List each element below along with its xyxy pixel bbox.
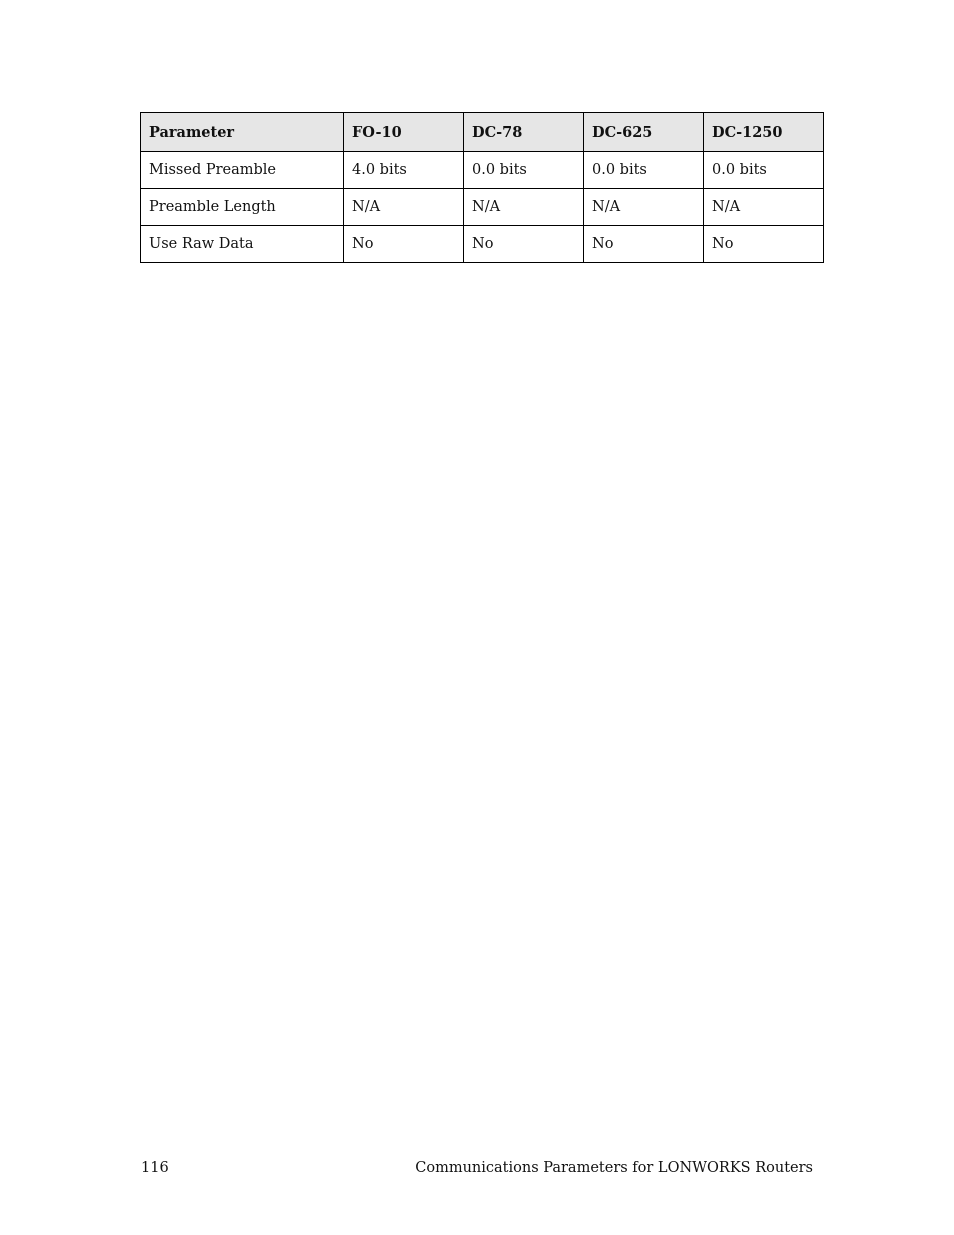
page-number: 116 bbox=[141, 1160, 169, 1176]
header-dc-625: DC-625 bbox=[584, 113, 704, 152]
header-fo-10: FO-10 bbox=[344, 113, 464, 152]
row-label: Use Raw Data bbox=[141, 226, 344, 263]
row-label: Missed Preamble bbox=[141, 152, 344, 189]
header-row bbox=[141, 113, 824, 152]
table-cell: No bbox=[344, 226, 464, 263]
table-cell: N/A bbox=[344, 189, 464, 226]
table-cell: N/A bbox=[584, 189, 704, 226]
table-cell: 4.0 bits bbox=[344, 152, 464, 189]
table-cell: N/A bbox=[704, 189, 824, 226]
table-body bbox=[141, 152, 824, 263]
table-cell: No bbox=[464, 226, 584, 263]
table-cell: N/A bbox=[464, 189, 584, 226]
table-cell: 0.0 bits bbox=[704, 152, 824, 189]
row-label: Preamble Length bbox=[141, 189, 344, 226]
header-parameter: Parameter bbox=[141, 113, 344, 152]
table-header bbox=[141, 113, 824, 152]
table-cell: No bbox=[704, 226, 824, 263]
footer-chapter-title: Communications Parameters for LONWORKS Routers bbox=[415, 1160, 813, 1176]
parameter-table bbox=[140, 112, 824, 263]
table-row bbox=[141, 152, 824, 189]
header-dc-1250: DC-1250 bbox=[704, 113, 824, 152]
table-row bbox=[141, 189, 824, 226]
table-cell: 0.0 bits bbox=[464, 152, 584, 189]
table-row bbox=[141, 226, 824, 263]
table-cell: No bbox=[584, 226, 704, 263]
header-dc-78: DC-78 bbox=[464, 113, 584, 152]
table-cell: 0.0 bits bbox=[584, 152, 704, 189]
